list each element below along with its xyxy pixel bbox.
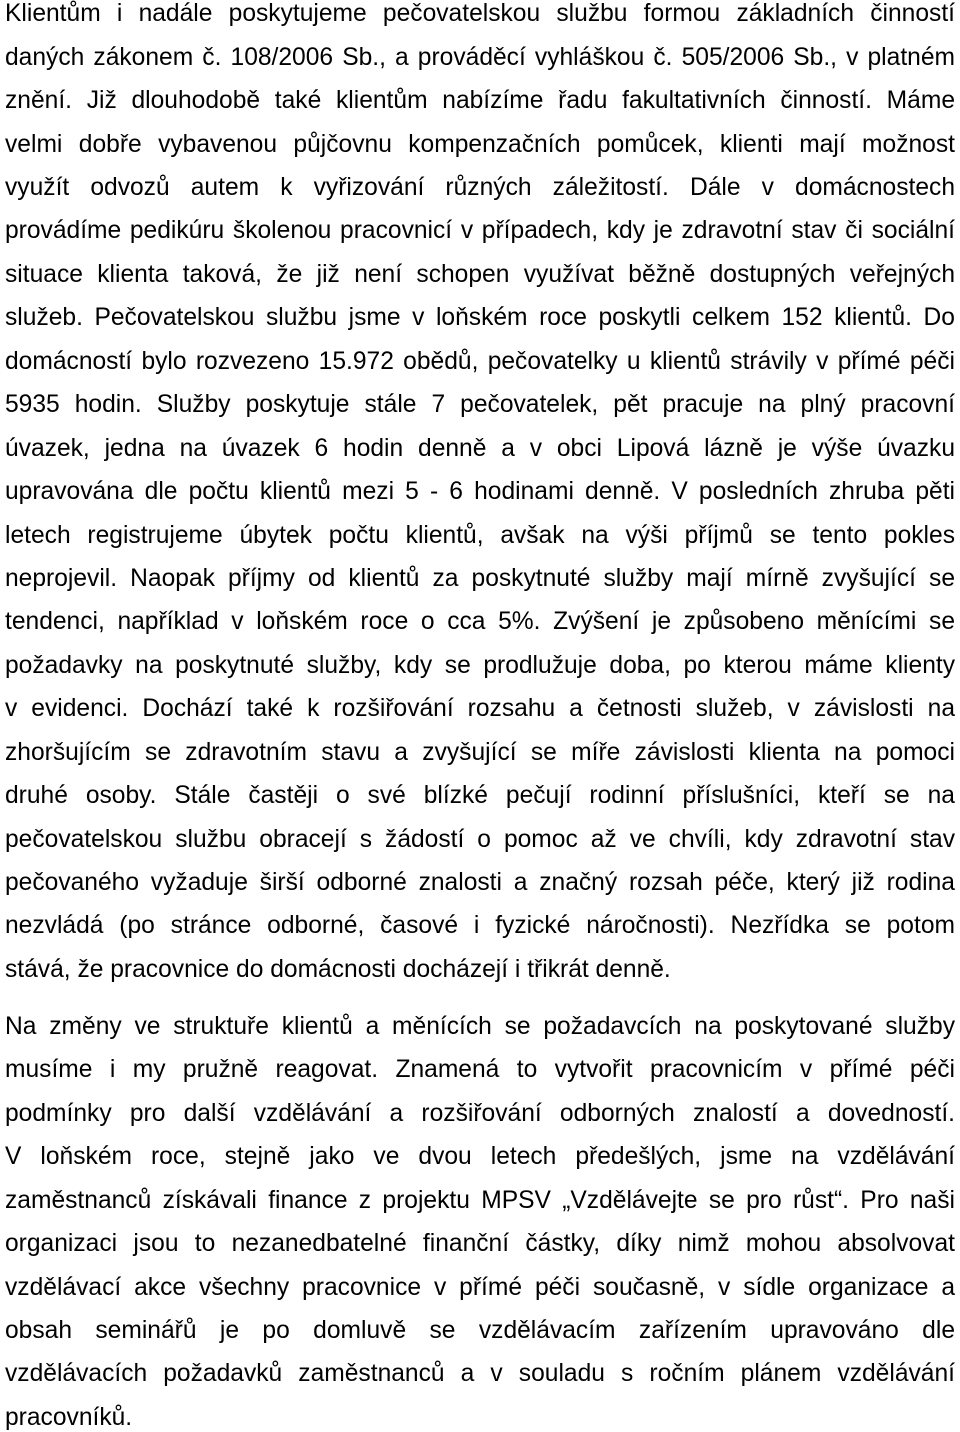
paragraph-line: upravována dle počtu klientů mezi 5 - 6 hodinami denně. V posledních zhruba pěti xyxy=(5,478,955,506)
paragraph-line: nezvládá (po stránce odborné, časové i fyzické náročnosti). Nezřídka se potom xyxy=(5,912,955,940)
paragraph-line: služeb. Pečovatelskou službu jsme v loňském roce poskytli celkem 152 klientů. Do xyxy=(5,304,955,332)
paragraph-line: 5935 hodin. Služby poskytuje stále 7 pečovatelek, pět pracuje na plný pracovní xyxy=(5,391,955,419)
paragraph-line: druhé osoby. Stále častěji o své blízké pečují rodinní příslušníci, kteří se na xyxy=(5,782,955,810)
paragraph-line: úvazek, jedna na úvazek 6 hodin denně a v obci Lipová lázně je výše úvazku xyxy=(5,434,955,462)
paragraph-line: velmi dobře vybavenou půjčovnu kompenzačních pomůcek, klienti mají možnost xyxy=(5,130,955,158)
paragraph-line: provádíme pedikúru školenou pracovnicí v případech, kdy je zdravotní stav či sociální xyxy=(5,217,955,245)
paragraph-line: daných zákonem č. 108/2006 Sb., a prováděcí vyhláškou č. 505/2006 Sb., v platném xyxy=(5,43,955,71)
paragraph-line: v evidenci. Dochází také k rozšiřování rozsahu a četnosti služeb, v závislosti na xyxy=(5,695,955,723)
paragraph-line: podmínky pro další vzdělávání a rozšiřování odborných znalostí a dovedností. xyxy=(5,1099,955,1127)
paragraph-line: vzdělávacích požadavků zaměstnanců a v souladu s ročním plánem vzdělávání xyxy=(5,1360,955,1388)
paragraph-line: Na změny ve struktuře klientů a měnících se požadavcích na poskytované služby xyxy=(5,1012,955,1040)
paragraph-line: stává, že pracovnice do domácnosti docházejí i třikrát denně. xyxy=(5,955,671,983)
paragraph-line: pracovníků. xyxy=(5,1404,133,1432)
paragraph-line: organizaci jsou to nezanedbatelné finanční částky, díky nimž mohou absolvovat xyxy=(5,1230,955,1258)
paragraph-line: zhoršujícím se zdravotním stavu a zvyšující se míře závislosti klienta na pomoci xyxy=(5,738,955,766)
document-body xyxy=(5,0,955,1431)
paragraph-line: pečovaného vyžaduje širší odborné znalosti a značný rozsah péče, který již rodina xyxy=(5,869,955,897)
paragraph-line: domácností bylo rozvezeno 15.972 obědů, pečovatelky u klientů strávily v přímé péči xyxy=(5,347,955,375)
paragraph-line: znění. Již dlouhodobě také klientům nabízíme řadu fakultativních činností. Máme xyxy=(5,87,955,115)
paragraph-line: využít odvozů autem k vyřizování různých záležitostí. Dále v domácnostech xyxy=(5,174,955,202)
paragraph-line: vzdělávací akce všechny pracovnice v přímé péči současně, v sídle organizace a xyxy=(5,1273,955,1301)
paragraph-line: V loňském roce, stejně jako ve dvou letech předešlých, jsme na vzdělávání xyxy=(5,1143,955,1171)
paragraph-line: neprojevil. Naopak příjmy od klientů za poskytnuté služby mají mírně zvyšující se xyxy=(5,564,955,592)
paragraph-line: požadavky na poskytnuté služby, kdy se prodlužuje doba, po kterou máme klienty xyxy=(5,651,955,679)
paragraph-1 xyxy=(5,0,955,991)
paragraph-line: zaměstnanců získávali finance z projektu MPSV „Vzdělávejte se pro růst“. Pro naši xyxy=(5,1186,955,1214)
paragraph-line: obsah seminářů je po domluvě se vzdělávacím zařízením upravováno dle xyxy=(5,1317,955,1345)
paragraph-2 xyxy=(5,1005,955,1431)
paragraph-line: situace klienta taková, že již není schopen využívat běžně dostupných veřejných xyxy=(5,260,955,288)
paragraph-line: letech registrujeme úbytek počtu klientů, avšak na výši příjmů se tento pokles xyxy=(5,521,955,549)
paragraph-line: pečovatelskou službu obracejí s žádostí o pomoc až ve chvíli, kdy zdravotní stav xyxy=(5,825,955,853)
paragraph-line: Klientům i nadále poskytujeme pečovatelskou službu formou základních činností xyxy=(5,0,955,27)
paragraph-line: musíme i my pružně reagovat. Znamená to vytvořit pracovnicím v přímé péči xyxy=(5,1056,955,1084)
paragraph-line: tendenci, například v loňském roce o cca 5%. Zvýšení je způsobeno měnícími se xyxy=(5,608,955,636)
